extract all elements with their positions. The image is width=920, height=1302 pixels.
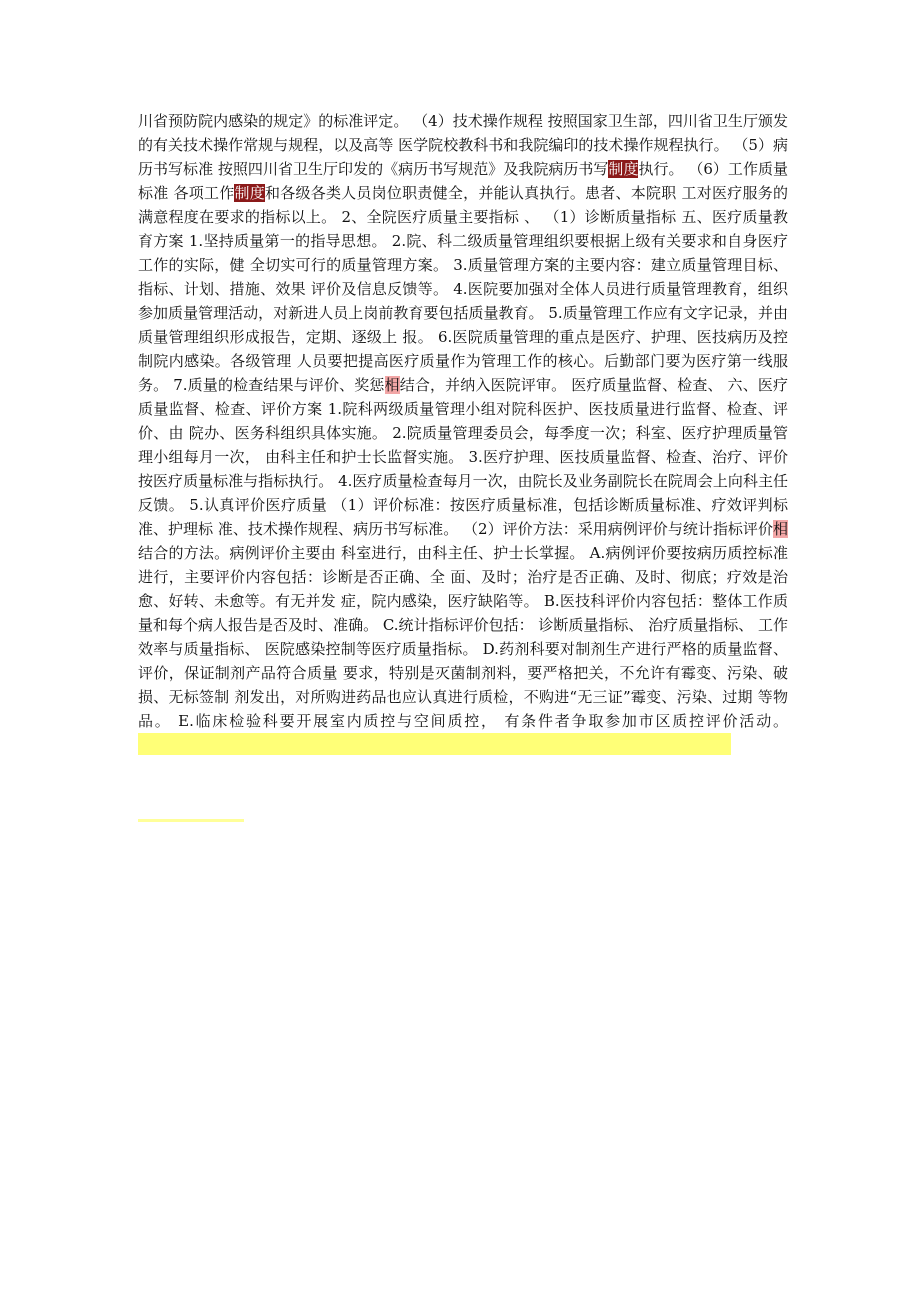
text-segment: 川省预防院内感染的规定》的标准评定。 （4）技术操作规程 按照国家卫生部，四川省卫生厅颁发的有关技术操作常规与规程，以及高等 医学院校教科书和我院编印的技术操作规程执行。 （5）病历书写标准 按照四川省卫生厅印发的《病历书写规范》及我院病历书写 — [138, 112, 788, 178]
text-segment: 执行。 （6）工作质量标准 各项工作 — [138, 160, 788, 202]
text-segment: 结合，并纳入医院评审。 医疗质量监督、检查、 六、医疗质量监督、检查、评价方案 1.院科两级质量管理小组对院科医护、医技质量进行监督、检查、评价、由 院办、医务科组织具体实施。 2.院质量管理委员会，每季度一次；科室、医疗护理质量管理小组每月一次， 由科主任和护士长监督实施。 3.医疗护理、医技质量监督、检查、治疗、评价按医疗质量标准与指标执行。 4.医疗质量检查每月一次，由院长及业务副院长在院周会上向科主任反馈。 5.认真评价医疗质量 （1）评价标准：按医疗质量标准，包括诊断质量标准、疗效评判标准、护理标 准、技术操作规程、病历书写标准。 （2）评价方法：采用病例评价与统计指标评价 — [138, 376, 788, 538]
search-highlight: 相 — [772, 520, 788, 538]
text-segment: 结合的方法。病例评价主要由 科室进行，由科主任、护士长掌握。 A.病例评价要按病历质控标准进行，主要评价内容包括：诊断是否正确、全 面、及时；治疗是否正确、及时、彻底；疗效是治愈、好转、未愈等。有无并发 症，院内感染，医疗缺陷等。 B.医技科评价内容包括：整体工作质量和每个病人报告是否及时、准确。 C.统计指标评价包括： 诊断质量指标、 治疗质量指标、 工作效率与质量指标、 医院感染控制等医疗质量指标。 D.药剂科要对制剂生产进行严格的质量监督、评价，保证制剂产品符合质量 要求，特别是灭菌制剂料，要严格把关，不允许有霉变、污染、破损、无标签制 剂发出，对所购进药品也应认真进行质检，不购进“无三证”霉变、污染、过期 等物品。 E.临床检验科要开展室内质控与空间质控， 有条件者争取参加市区质控评价活动。 — [138, 544, 788, 730]
search-highlight: 制度 — [608, 160, 639, 178]
document-body — [138, 109, 788, 757]
text-segment: 和各级各类人员岗位职责健全，并能认真执行。患者、本院职 工对医疗服务的满意程度在要求的指标以上。 2、全院医疗质量主要指标 、 （1）诊断质量指标 五、医疗质量教育方案 1.坚持质量第一的指导思想。 2.院、科二级质量管理组织要根据上级有关要求和自身医疗工作的实际，健 全切实可行的质量管理方案。 3.质量管理方案的主要内容：建立质量管理目标、指标、计划、措施、效果 评价及信息反馈等。 4.医院要加强对全体人员进行质量管理教育，组织参加质量管理活动，对新进人员上岗前教育要包括质量教育。 5.质量管理工作应有文字记录，并由质量管理组织形成报告，定期、逐级上 报。 6.医院质量管理的重点是医疗、护理、医技病历及控制院内感染。各级管理 人员要把提高医疗质量作为管理工作的核心。后勤部门要为医疗第一线服务。 7.质量的检查结果与评价、奖惩 — [138, 184, 788, 394]
yellow-highlight-strip — [138, 819, 244, 822]
search-highlight: 制度 — [234, 184, 265, 202]
yellow-highlight-band — [138, 733, 731, 755]
search-highlight: 相 — [384, 376, 400, 394]
